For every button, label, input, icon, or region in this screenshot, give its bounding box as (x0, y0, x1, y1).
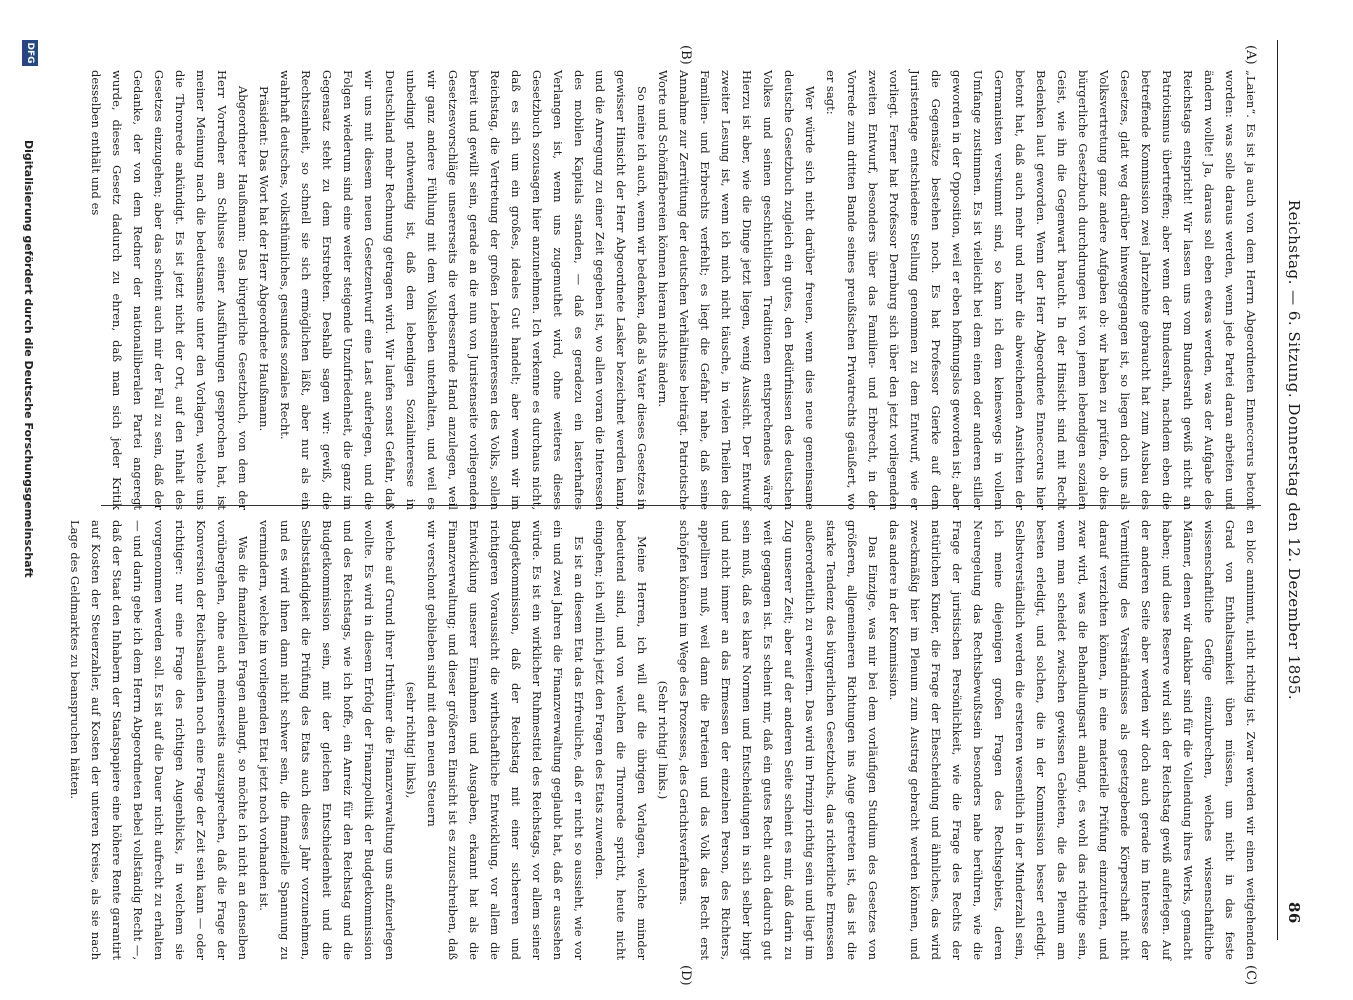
paragraph: „Laien“. Es ist ja auch von dem Herrn Abgeordneten Enneccerus betont worden: was solle daraus werden, wenn jede Partei daran arbeiten und ändern wollte! Ja, daraus soll eben etwas werden, was der Aufgabe des Reichstags entspricht! Wir lassen uns vom Bundesrath gewiß nicht an Patriotismus übertreffen; aber wenn der Bundesrath, nachdem eben die betreffende Kommission zwei Jahrzehnte gebraucht hat zum Ausbau des Gesetzes, glatt weg darüber hinweggegangen ist, so liegen doch uns als Volksvertretung ganz andere Aufgaben ob: wir haben zu prüfen, ob dies bürgerliche Gesetzbuch durchdrungen ist von jenem lebendigen sozialen Geist, wie ihn die Gegenwart braucht. In der Hinsicht sind mit Recht Bedenken laut geworden. Wenn der Herr Abgeordnete Enneccerus hier betont hat, daß auch mehr und mehr die abweichenden Ansichten der Germanisten verstummt sind, so kann ich dem keineswegs in vollem Umfange zustimmen. Es ist vielleicht bei dem einen oder anderen stiller geworden in der Opposition, weil er eben hoffnungslos geworden ist; aber die Gegensätze bestehen noch. Es hat Professor Gierke auf dem Juristentage entschiedene Stellung genommen zu dem Entwurf, wie er vorliegt. Ferner hat Professor Dernburg sich über den jetzt vorliegenden zweiten Entwurf, besonders über das Familien- und Erbrecht, in der Vorrede zum dritten Bande seines preußischen Privatrechts geäußert, wo er sagt: (824, 70, 1258, 510)
quote-paragraph: Wer würde sich nicht darüber freuen, wenn dies neue gemeinsame deutsche Gesetzbuch zugleich ein gutes, den Bedürfnissen des deutschen Volkes und seinen geschichtlichen Traditionen entsprechendes wäre? Hierzu ist aber, wie die Dinge jetzt liegen, wenig Aussicht. Der Entwurf zweiter Lesung ist, wenn ich mich nicht täusche, in vielen Theilen des Familien- und Erbrechts verfehlt; es liegt die Gefahr nahe, daß seine Annahme zur Zerrüttung der deutschen Verhältnisse beiträgt. Patriotische Worte und Schönfärbereien können hieran nichts ändern. (656, 70, 817, 510)
paragraph: Meine Herren, ich will auf die übrigen Vorlagen, welche minder bedeutend sind, und von welchen die Thronrede spricht, heute nicht eingehen; ich will mich jetzt den Fragen des Etats zuwenden. (593, 520, 649, 960)
speaker-paragraph: Präsident: Das Wort hat der Herr Abgeordnete Haußmann. (257, 86, 271, 432)
interjection: (sehr richtig! links), (404, 681, 418, 799)
margin-marker-b: (B) (678, 45, 693, 65)
column-divider (101, 505, 1261, 506)
paragraph: Es ist an diesem Etat das Erfreuliche, daß er nicht so aussieht, wie vor ein und zwei Jahren die Finanzverwaltung geglaubt hat, daß er aussehen würde. Es ist ein wirklicher Ruhmestitel des Reichstags, vor allem seiner Budgetkommission, daß der Reichstag mit einer sichereren und richtigeren Voraussicht die wirthschaftliche Entwicklung, vor allem die Entwicklung unserer Einnahmen und Ausgaben, erkannt hat als die Finanzverwaltung; und dieser größeren Einsicht ist es zuzuschreiben, daß wir verschont geblieben sind mit den neuen Steuern (425, 520, 586, 960)
paragraph: So meine ich auch, wenn wir bedenken, daß als Vater dieses Gesetzes in gewisser Hinsicht der Herr Abgeordnete Lasker bezeichnet werden kann, und die Anregung zu einer Zeit gegeben ist, wo allen voran die Interessen des mobilen Kapitals standen, — daß es geradezu ein lasterhaftes Verlangen ist, wenn uns zugemuthet wird, ohne weiteres dieses Gesetzbuch sozusagen hier anzunehmen. Ich verkenne es durchaus nicht, daß es sich um ein großes, ideales Gut handelt; aber wenn wir im Reichstag, die Vertretung der großen Lebensinteressen des Volks, sollen bereit und gewillt sein, gerade an die nun von Juristenseite vorliegenden Gesetzesvorschläge unsererseits die verbessernde Hand anzulegen, weil wir ganz andere Fühlung mit dem Volksleben unterhalten, und weil es unbedingt nothwendig ist, daß dem lebendigen Sozialinteresse in Deutschland mehr Rechnung getragen wird. Wir laufen sonst Gefahr, daß wir uns mit diesem neuen Gesetzentwurf eine Last auferlegen, und die Folgen wiederum sind eine weiter steigende Unzufriedenheit, die ganz im Gegensatz steht zu dem Erstrebten. Deshalb sagen wir: gewiß, die Rechtseinheit, so schnell sie sich ermöglichen läßt, aber nur als ein wahrhaft deutsches, volksthümliches, gesundes soziales Recht. (278, 70, 649, 510)
margin-marker-c: (C) (1243, 965, 1258, 986)
page-header (1283, 0, 1313, 1000)
page-title: Reichstag. — 6. Sitzung. Donnerstag den 12. Dezember 1895. (1285, 199, 1303, 701)
paragraph: en bloc annimmt, nicht richtig ist. Zwar werden wir einen weitgehenden Grad von Enthaltsamkeit üben müssen, um nicht in das feste wissenschaftliche Gefüge einzubrechen, welches wissenschaftliche Männer, denen wir dankbar sind für die Vollendung ihres Werks, gemacht haben; und diese Reserve wird sich der Reichstag gewiß auferlegen. Auf der anderen Seite aber werden wir doch auch gerade im Interesse der Vermittlung des Verständnisses als gesetzgebende Körperschaft nicht darauf verzichten können, in eine materielle Prüfung einzutreten, und zwar wird, was die Behandlungsart anlangt, es wohl das richtige sein, wenn man scheidet zwischen gewissen Gebieten, die das Plenum am besten erledigt, und solchen, die in der Kommission besser erledigt. Selbstverständlich werden die ersteren wesentlich in der Minderzahl sein, ich meine diejenigen großen Fragen des Rechtsgebiets, deren Neuregelung das Rechtsbewußtsein besonders nahe berühren, wie die Frage der juristischen Persönlichkeit, wie die Frage des Rechts der natürlichen Kinder, die Frage der Ehescheidung und ähnliches, das wird zweckmäßig hier im Plenum zum Austrag gebracht werden können, und das andere in der Kommission. (887, 520, 1258, 960)
left-column (89, 70, 1261, 510)
margin-marker-a: (A) (1243, 45, 1258, 65)
margin-marker-d: (D) (678, 965, 693, 986)
header-rule (1277, 40, 1278, 940)
interjection: (Sehr richtig! links.) (656, 680, 670, 800)
paragraph: welche auf Grund ihrer Irrthümer die Finanzverwaltung uns anfzuerlegen wollte. Es wird in diesem Erfolg der Finanzpolitik der Budgetkommission und des Reichstags, wie ich hoffe, ein Anreiz für den Reichstag und die Budgetkommission sein, mit der gleichen Entschiedenheit und die Selbstständigkeit die Prüfung des Etats auch dieses Jahr vorzunehmen, und es wird ihnen dann nicht schwer sein, die finanzielle Spannung zu vermindern, welche im vorliegenden Etat jetzt noch vorhanden ist. (257, 520, 397, 960)
speaker-paragraph: Abgeordneter Haußmann: Das bürgerliche Gesetzbuch, von dem der Herr Vorredner am Schlusse seiner Ausführungen gesprochen hat, ist meiner Meinung nach die bedeutsamste unter den Vorlagen, welche uns die Thronrede ankündigt. Es ist jetzt nicht der Ort, auf den Inhalt des Gesetzes einzugehen; aber das scheint auch mir der Fall zu sein, daß der Gedanke, der von dem Redner der nationalliberalen Partei angeregt wurde, dieses Gesetz dadurch zu ehren, daß man sich jeder Kritik desselben enthält und es (89, 70, 250, 510)
right-column (68, 520, 1261, 960)
page-number: 86 (1285, 902, 1303, 924)
dfg-logo: DFG (22, 40, 38, 66)
digitization-note: Digitalisierung gefördert durch die Deutsche Forschungsgemeinschaft (22, 140, 35, 578)
paragraph: Das Einzige, was mir bei dem vorläufigen Studium des Gesetzes von größeren, allgemeineren Richtungen ins Auge getreten ist, das ist die starke Tendenz des bürgerlichen Gesetzbuchs, das richterliche Ermessen außerordentlich zu erweitern. Das wird im Prinzip richtig sein und liegt im Zug unserer Zeit; aber auf der anderen Seite scheint es mir, daß darin zu weit gegangen ist. Es scheint mir, daß ein gutes Recht auch dadurch gut sein muß, daß es klare Normen und Entscheidungen in sich selber birgt und nicht immer an das Ermessen der einzelnen Person, des Richters, appelliren muß, weil dann die Parteien und das Volk das Recht erst schöpfen können im Wege des Prozesses, des Gerichtsverfahrens. (677, 520, 880, 960)
paragraph: Was die finanziellen Fragen anlangt, so möchte ich nicht an denselben vorübergehen, ohne auch meinerseits auszusprechen, daß die Frage der Konversion der Reichsanleihen noch eine Frage der Zeit sein kann — oder richtiger: nur eine Frage des richtigen Augenblicks, in welchem sie vorgenommen werden soll. Es ist auf die Dauer nicht aufrecht zu erhalten — und darin gebe ich dem Herrn Abgeordneten Bebel vollständig Recht —, daß der Staat den Inhabern der Staatspapiere eine höhere Rente garantirt auf Kosten der Steuerzahler, auf Kosten der unteren Kreise, als sie nach Lage des Geldmarktes zu beanspruchen hätten. (68, 520, 250, 960)
